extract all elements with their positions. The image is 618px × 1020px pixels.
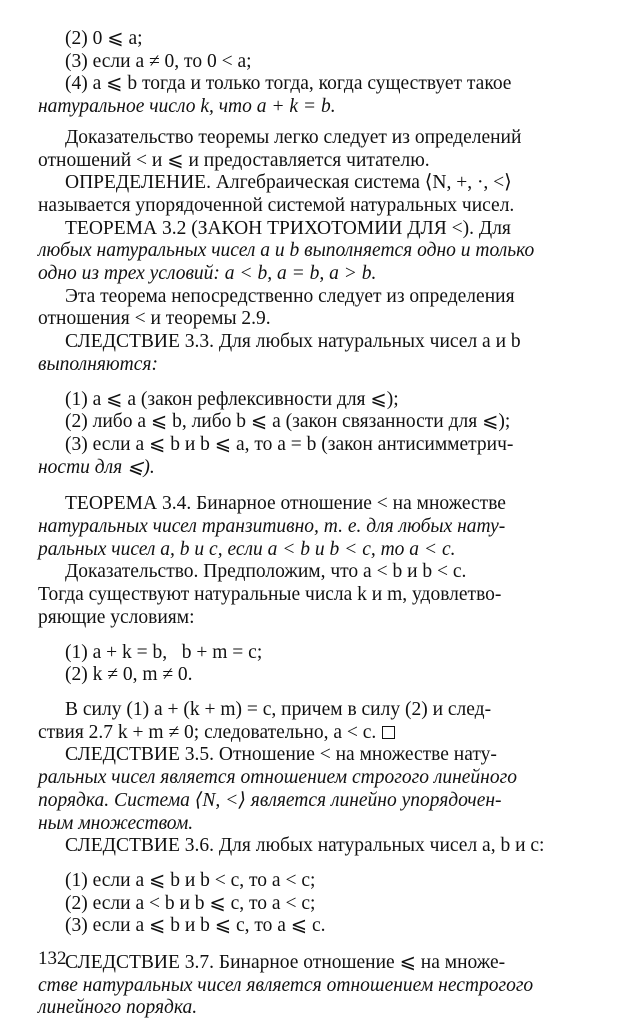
text-line: ряющие условиям: (38, 606, 195, 628)
text-line: натуральное число k, что a + k = b. (38, 96, 336, 118)
list-item: (1) a + k = b, b + m = c; (65, 641, 263, 663)
text-line: ным множеством. (38, 812, 194, 834)
theorem-heading: ТЕОРЕМА 3.2 (ЗАКОН ТРИХОТОМИИ ДЛЯ <). Для (65, 217, 511, 239)
corollary-heading: СЛЕДСТВИЕ 3.7. Бинарное отношение ⩽ на множе- (65, 952, 506, 974)
end-of-proof-icon (382, 726, 395, 739)
corollary-heading: СЛЕДСТВИЕ 3.5. Отношение < на множестве нату- (65, 744, 497, 766)
text-line: ральных чисел a, b и c, если a < b и b < c, то a < c. (38, 538, 456, 560)
list-item: (3) если a ⩽ b и b ⩽ a, то a = b (закон антисимметрич- (65, 433, 514, 455)
list-item: (1) если a ⩽ b и b < c, то a < c; (65, 869, 316, 891)
text-line: натуральных чисел транзитивно, т. е. для любых нату- (38, 516, 506, 538)
list-item: (3) если a ⩽ b и b ⩽ c, то a ⩽ c. (65, 915, 326, 937)
list-item: (2) если a < b и b ⩽ c, то a < c; (65, 892, 316, 914)
corollary-heading: СЛЕДСТВИЕ 3.6. Для любых натуральных чисел a, b и c: (65, 835, 545, 857)
text-line: (3) если a ≠ 0, то 0 < a; (65, 50, 252, 72)
text-line: стве натуральных чисел является отношением нестрогого (38, 974, 534, 996)
list-item: (1) a ⩽ a (закон рефлексивности для ⩽); (65, 388, 399, 410)
text-line: любых натуральных чисел a и b выполняется одно и только (38, 240, 535, 262)
text-line: В силу (1) a + (k + m) = c, причем в силу (2) и след- (65, 698, 492, 720)
text-line: называется упорядоченной системой натуральных чисел. (38, 194, 515, 216)
list-item: (2) k ≠ 0, m ≠ 0. (65, 664, 193, 686)
text-line: Тогда существуют натуральные числа k и m, удовлетво- (38, 584, 502, 606)
text-line: отношений < и ⩽ и предоставляется читателю. (38, 149, 430, 171)
definition-heading: ОПРЕДЕЛЕНИЕ. Алгебраическая система ⟨N, +, ·, <⟩ (65, 172, 512, 194)
proof-line: Доказательство. Предположим, что a < b и b < c. (65, 561, 467, 583)
text-line: отношения < и теоремы 2.9. (38, 308, 271, 330)
text-line: (4) a ⩽ b тогда и только тогда, когда существует такое (65, 73, 512, 95)
text-line: ности для ⩽). (38, 456, 155, 478)
text-line: линейного порядка. (38, 997, 198, 1019)
text-line: Эта теорема непосредственно следует из определения (65, 285, 515, 307)
text-line: выполняются: (38, 353, 158, 375)
text-line: (2) 0 ⩽ a; (65, 28, 143, 49)
list-item: (2) либо a ⩽ b, либо b ⩽ a (закон связанности для ⩽); (65, 411, 511, 433)
page-number: 132 (38, 948, 67, 969)
text-line: Доказательство теоремы легко следует из определений (65, 126, 522, 148)
text-line: порядка. Система ⟨N, <⟩ является линейно упорядочен- (38, 789, 502, 811)
text-line: одно из трех условий: a < b, a = b, a > b. (38, 263, 377, 285)
text-span: ствия 2.7 k + m ≠ 0; следовательно, a < c. (38, 721, 377, 743)
proof-end-line (38, 722, 576, 745)
text-line: ральных чисел является отношением строгого линейного (38, 767, 517, 789)
theorem-heading: ТЕОРЕМА 3.4. Бинарное отношение < на множестве (65, 493, 506, 515)
corollary-heading: СЛЕДСТВИЕ 3.3. Для любых натуральных чисел a и b (65, 331, 521, 353)
